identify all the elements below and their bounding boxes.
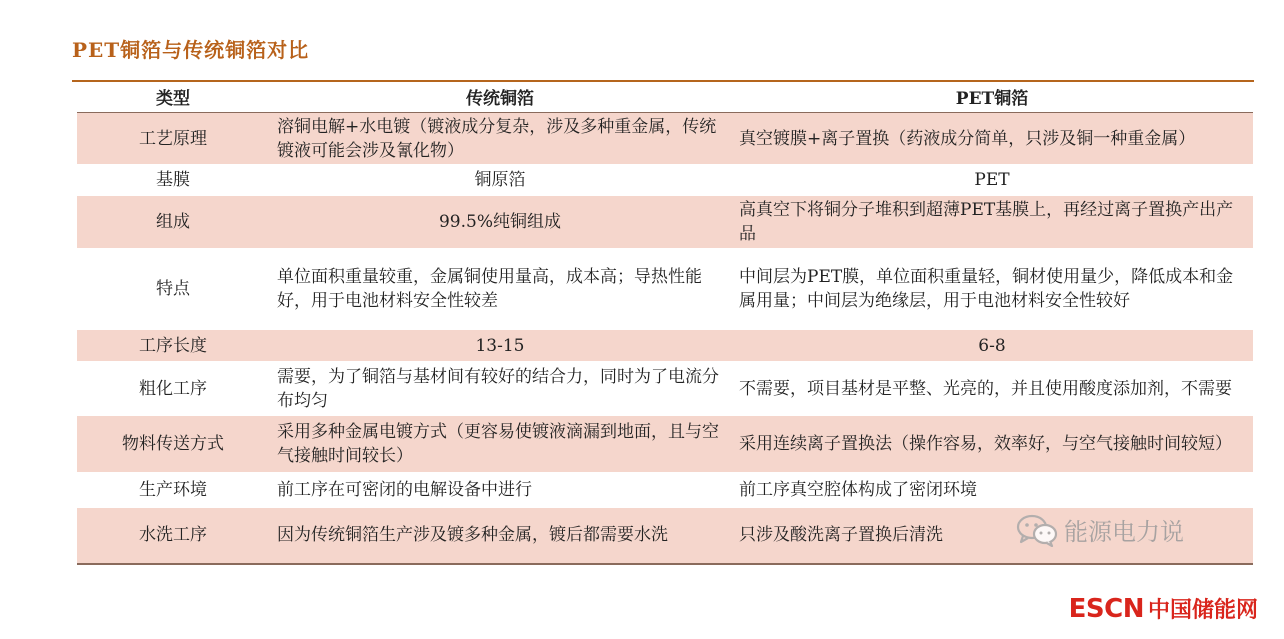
row-pet: 不需要，项目基材是平整、光亮的，并且使用酸度添加剂，不需要 — [731, 362, 1253, 416]
row-traditional: 单位面积重量较重，金属铜使用量高，成本高；导热性能好，用于电池材料安全性较差 — [269, 249, 731, 330]
row-traditional: 13-15 — [269, 330, 731, 362]
header-pet: PET铜箔 — [731, 85, 1253, 113]
brand-en: ESCN — [1068, 594, 1144, 624]
page-title: PET铜箔与传统铜箔对比 — [72, 38, 310, 62]
row-type: 生产环境 — [77, 473, 269, 508]
row-traditional: 前工序在可密闭的电解设备中进行 — [269, 473, 731, 508]
table-row — [77, 362, 1253, 416]
table-header-row — [77, 85, 1253, 113]
row-type: 工艺原理 — [77, 113, 269, 165]
row-type: 组成 — [77, 196, 269, 249]
brand-logo — [1069, 593, 1258, 624]
row-type: 特点 — [77, 249, 269, 330]
title-divider — [72, 80, 1254, 82]
comparison-table — [77, 85, 1253, 565]
row-pet: 6-8 — [731, 330, 1253, 362]
row-type: 物料传送方式 — [77, 416, 269, 473]
table-row — [77, 165, 1253, 196]
watermark-text: 能源电力说 — [1064, 518, 1184, 546]
wechat-icon — [1016, 513, 1058, 547]
header-traditional: 传统铜箔 — [269, 85, 731, 113]
row-traditional: 因为传统铜箔生产涉及镀多种金属，镀后都需要水洗 — [269, 508, 731, 564]
row-pet: 高真空下将铜分子堆积到超薄PET基膜上，再经过离子置换产出产品 — [731, 196, 1253, 249]
row-traditional: 溶铜电解+水电镀（镀液成分复杂，涉及多种重金属，传统镀液可能会涉及氰化物） — [269, 113, 731, 165]
row-pet: 中间层为PET膜，单位面积重量轻，铜材使用量少，降低成本和金属用量；中间层为绝缘层，用于电池材料安全性较好 — [731, 249, 1253, 330]
row-pet: PET — [731, 165, 1253, 196]
table-row — [77, 196, 1253, 249]
table-row — [77, 473, 1253, 508]
row-traditional: 99.5%纯铜组成 — [269, 196, 731, 249]
row-pet: 真空镀膜+离子置换（药液成分简单，只涉及铜一种重金属） — [731, 113, 1253, 165]
watermark — [1016, 512, 1184, 547]
table-row — [77, 249, 1253, 330]
row-traditional: 需要，为了铜箔与基材间有较好的结合力，同时为了电流分布均匀 — [269, 362, 731, 416]
row-type: 粗化工序 — [77, 362, 269, 416]
row-pet: 前工序真空腔体构成了密闭环境 — [731, 473, 1253, 508]
table-row — [77, 330, 1253, 362]
row-traditional: 采用多种金属电镀方式（更容易使镀液滴漏到地面，且与空气接触时间较长） — [269, 416, 731, 473]
row-traditional: 铜原箔 — [269, 165, 731, 196]
header-type: 类型 — [77, 85, 269, 113]
table-row — [77, 416, 1253, 473]
row-type: 水洗工序 — [77, 508, 269, 564]
row-pet: 只涉及酸洗离子置换后清洗 — [731, 508, 1253, 564]
row-type: 基膜 — [77, 165, 269, 196]
row-type: 工序长度 — [77, 330, 269, 362]
brand-cn: 中国储能网 — [1147, 598, 1258, 623]
row-pet: 采用连续离子置换法（操作容易，效率好，与空气接触时间较短） — [731, 416, 1253, 473]
table-row — [77, 113, 1253, 165]
